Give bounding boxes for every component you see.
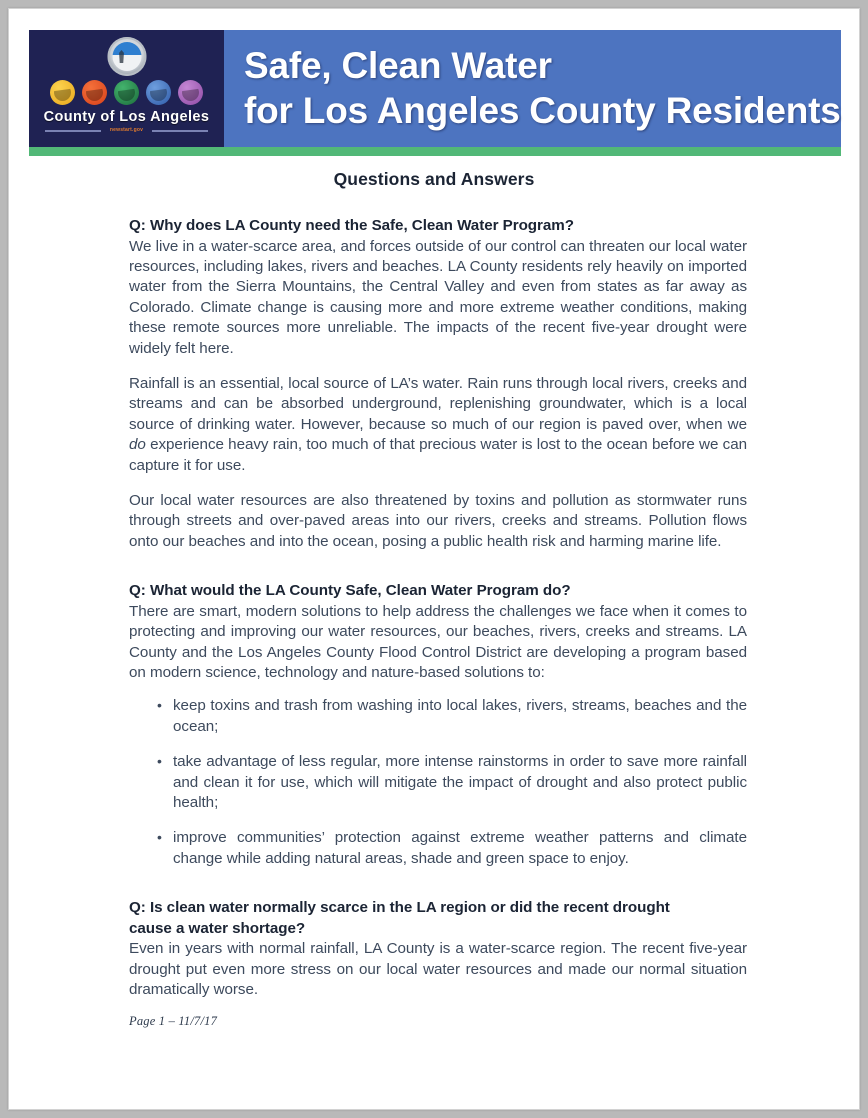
county-logo-block	[29, 30, 224, 147]
logo-circle-gold-icon	[50, 80, 75, 105]
question-2: Q: What would the LA County Safe, Clean Water Program do?	[129, 582, 571, 600]
banner-title-line-2: for Los Angeles County Residents	[244, 90, 841, 131]
answer-1-rainfall-part-2: experience heavy rain, too much of that precious water is lost to the ocean before we can capture it for use.	[129, 436, 747, 474]
answer-1-rainfall-part-1: Rainfall is an essential, local source of LA’s water. Rain runs through local rivers, creeks and streams and can be absorbed underground, replenishing groundwater, which is a local source of drinking water. However, because so much of our region is paved over, when we	[129, 374, 747, 433]
page-footer: Page 1 – 11/7/17	[129, 1014, 218, 1028]
logo-circle-purple-icon	[178, 80, 203, 105]
qa-content	[129, 216, 747, 1000]
section-spacer-1	[129, 567, 747, 581]
question-3-line-2: cause a water shortage?	[129, 919, 306, 937]
county-seal-icon	[107, 37, 146, 76]
answer-1-paragraph-3: Our local water resources are also threatened by toxins and pollution as stormwater runs through streets and over-paved areas into our rivers, creeks and streams. Pollution flows onto our beaches and into the ocean, posing a public health risk and harming marine life.	[129, 491, 747, 550]
program-actions-list	[129, 696, 747, 869]
list-item: • take advantage of less regular, more intense rainstorms in order to save more rainfall and clean it for use, which will mitigate the impact of drought and also protect public health;	[157, 752, 747, 813]
document-banner	[29, 30, 841, 156]
document-body	[9, 169, 859, 1015]
answer-1-rainfall-emphasis: do	[129, 436, 146, 454]
banner-title	[244, 43, 841, 133]
answer-1-paragraph-1: We live in a water-scarce area, and forces outside of our control can threaten our local water resources, including lakes, rivers and beaches. LA County residents rely heavily on imported water from the Sierra Mountains, the Central Valley and even from states as far away as Colorado. Climate change is causing more and more extreme weather conditions, making these remote sources more unreliable. The impacts of the recent five-year drought were widely felt here.	[129, 237, 747, 357]
answer-1-paragraph-2	[129, 374, 747, 476]
banner-title-block	[224, 30, 841, 147]
question-1: Q: Why does LA County need the Safe, Clean Water Program?	[129, 217, 574, 234]
banner-row	[29, 30, 841, 147]
logo-org-name: County of Los Angeles	[43, 109, 210, 125]
answer-3-paragraph-1: Even in years with normal rainfall, LA County is a water-scarce region. The recent five-year drought put even more stress on our local water resources and made our normal situation dramatically worse.	[129, 940, 747, 998]
banner-title-line-1: Safe, Clean Water	[244, 45, 552, 86]
section-spacer-2	[129, 884, 747, 898]
logo-circle-blue-icon	[146, 80, 171, 105]
seal-inner-graphic	[112, 42, 141, 71]
logo-rule-left	[45, 130, 101, 132]
answer-2-paragraph-1: There are smart, modern solutions to help address the challenges we face when it comes to protecting and improving our water resources, our beaches, rivers, creeks and streams. LA County and the Los Angeles County Flood Control District are developing a program based on modern science, technology and nature-based solutions to:	[129, 602, 747, 681]
logo-rule-right	[152, 130, 208, 132]
logo-tagline: newstart.gov	[109, 127, 144, 133]
list-item: • improve communities’ protection against extreme weather patterns and climate change while adding natural areas, shade and green space to enjoy.	[157, 828, 747, 869]
banner-accent-bar	[29, 147, 841, 156]
list-item: • keep toxins and trash from washing into local lakes, rivers, streams, beaches and the ocean;	[157, 696, 747, 737]
page-title: Questions and Answers	[333, 169, 535, 189]
logo-circle-row	[29, 80, 224, 105]
logo-circle-green-icon	[114, 80, 139, 105]
logo-circle-orange-icon	[82, 80, 107, 105]
document-page	[8, 8, 860, 1110]
question-3-line-1: Q: Is clean water normally scarce in the LA region or did the recent drought	[129, 899, 670, 917]
